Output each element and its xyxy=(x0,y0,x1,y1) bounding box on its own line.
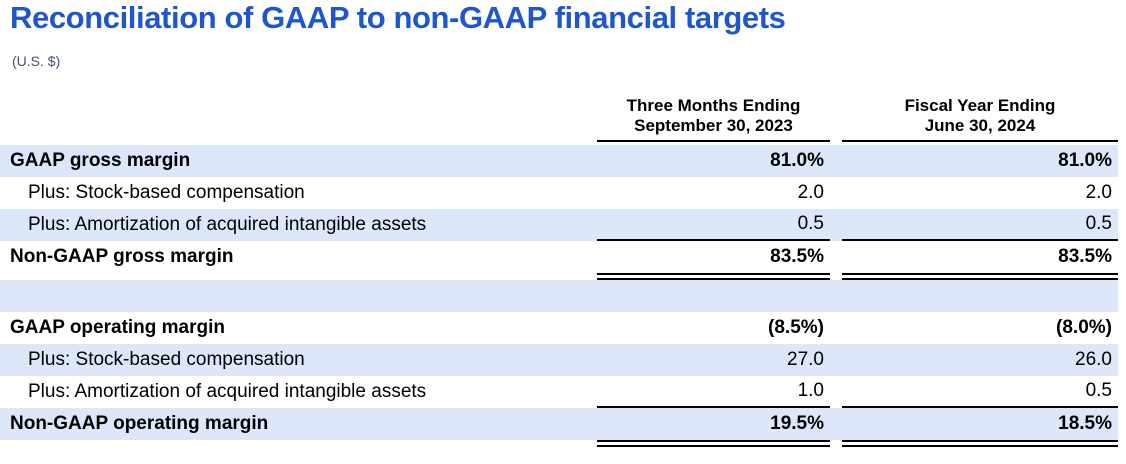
row-label: Plus: Amortization of acquired intangible assets xyxy=(28,381,427,402)
row-label: Non-GAAP gross margin xyxy=(10,246,234,267)
double-rule-line xyxy=(597,440,830,447)
page-subtitle: (U.S. $) xyxy=(12,53,61,69)
table-row xyxy=(0,344,1118,376)
page-title: Reconciliation of GAAP to non-GAAP financial targets xyxy=(10,0,786,35)
row-label: Plus: Stock-based compensation xyxy=(28,182,305,203)
table-row xyxy=(0,408,1118,440)
financial-table-body xyxy=(0,145,1118,447)
column-header-line2: June 30, 2024 xyxy=(924,116,1036,136)
row-value-col1: 27.0 xyxy=(787,349,824,370)
table-row xyxy=(0,376,1118,408)
table-row xyxy=(0,209,1118,241)
row-value-col1: 0.5 xyxy=(597,209,830,241)
row-value-col2: 18.5% xyxy=(1058,413,1112,434)
row-value-col2: 2.0 xyxy=(1085,182,1112,203)
column-header-line2: September 30, 2023 xyxy=(634,116,793,136)
row-value-col2: 83.5% xyxy=(1058,246,1112,267)
row-value-col2: 0.5 xyxy=(842,376,1118,408)
table-spacer-row xyxy=(0,280,1118,312)
row-value-col2: 81.0% xyxy=(1058,150,1112,171)
row-value-col2: 0.5 xyxy=(842,209,1118,241)
column-header-fiscal-year xyxy=(842,96,1118,142)
table-header xyxy=(0,96,1118,142)
double-rule-line xyxy=(842,273,1118,280)
table-row xyxy=(0,145,1118,177)
double-rule xyxy=(0,273,1118,280)
double-rule xyxy=(0,440,1118,447)
row-label: Plus: Amortization of acquired intangible assets xyxy=(28,214,427,235)
row-label: Plus: Stock-based compensation xyxy=(28,349,305,370)
column-header-line1: Fiscal Year Ending xyxy=(904,96,1056,115)
double-rule-line xyxy=(842,440,1118,447)
row-label: Non-GAAP operating margin xyxy=(10,413,269,434)
row-value-col2: 26.0 xyxy=(1075,349,1112,370)
row-value-col1: 81.0% xyxy=(770,150,824,171)
row-value-col1: 2.0 xyxy=(797,182,824,203)
row-label: GAAP gross margin xyxy=(10,150,191,171)
table-row xyxy=(0,312,1118,344)
row-value-col2: (8.0%) xyxy=(1056,317,1112,338)
row-label: GAAP operating margin xyxy=(10,317,226,338)
row-value-col1: 83.5% xyxy=(770,246,824,267)
table-row xyxy=(0,241,1118,273)
row-value-col1: 1.0 xyxy=(597,376,830,408)
row-value-col1: 19.5% xyxy=(770,413,824,434)
row-value-col1: (8.5%) xyxy=(768,317,824,338)
column-header-line1: Three Months Ending xyxy=(626,96,801,115)
column-header-three-months xyxy=(597,96,830,142)
double-rule-line xyxy=(597,273,830,280)
table-row xyxy=(0,177,1118,209)
